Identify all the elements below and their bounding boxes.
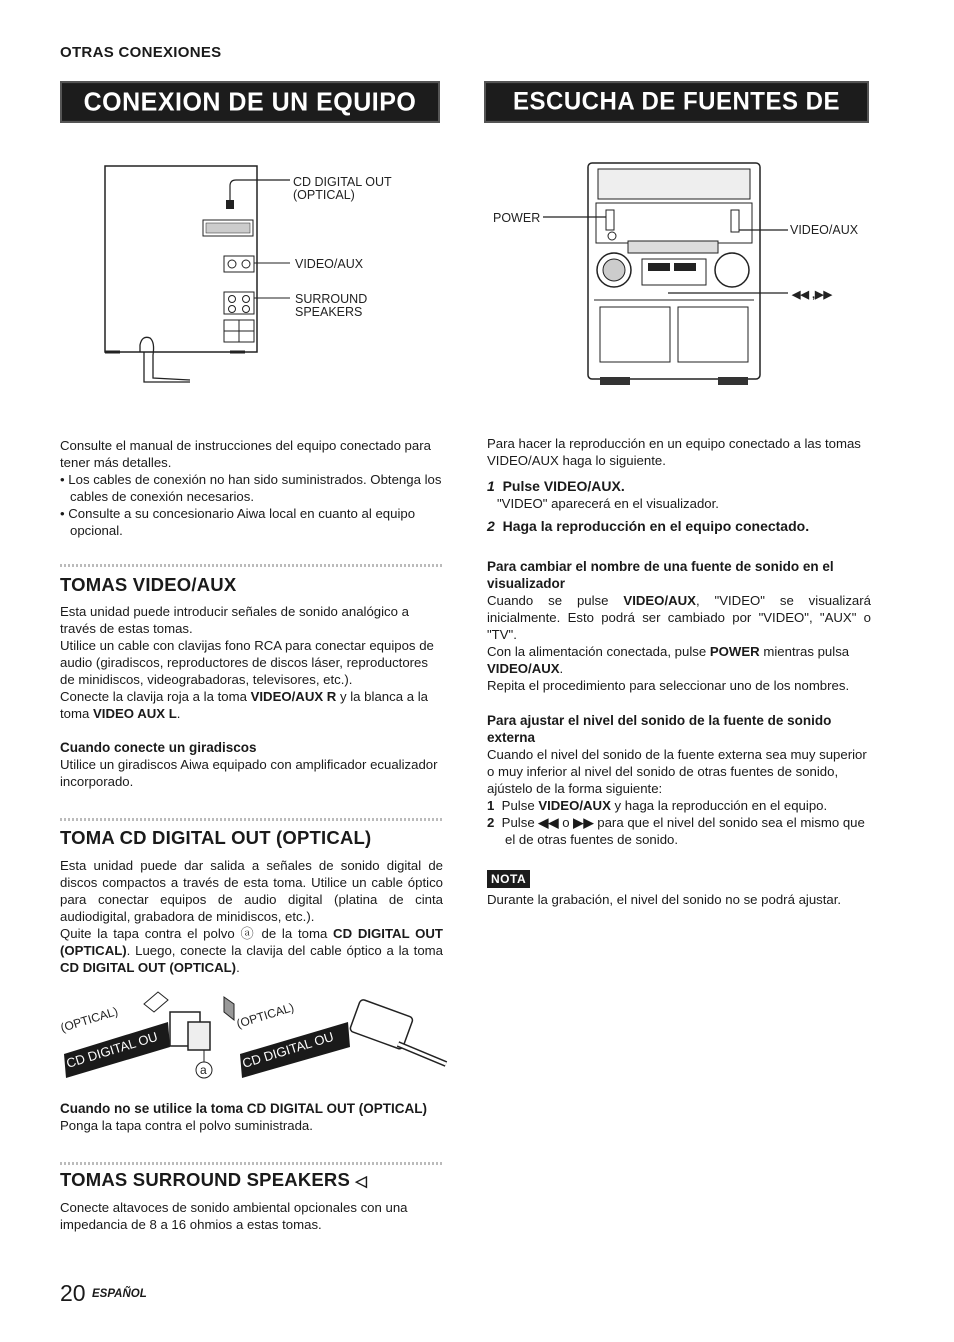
heading-giradiscos: Cuando conecte un giradiscos bbox=[60, 740, 257, 755]
intro-text: Consulte el manual de instrucciones del equipo conectado para tener más detalles. bbox=[60, 438, 431, 470]
step-2-title: 2 Haga la reproducción en el equipo conectado. bbox=[487, 518, 810, 534]
banner-left-title: CONEXION DE UN EQUIPO OPCIONAL bbox=[60, 81, 440, 123]
fig-label-a: a bbox=[200, 1063, 207, 1077]
label-optical: (OPTICAL) bbox=[293, 188, 355, 202]
label-video-aux: VIDEO/AUX bbox=[295, 257, 364, 271]
section-label: OTRAS CONEXIONES bbox=[60, 44, 222, 61]
front-panel-diagram bbox=[488, 155, 868, 395]
fig-cd-digital-label-1: CD DIGITAL OU bbox=[64, 1028, 160, 1071]
optical-connection-illustration bbox=[58, 982, 450, 1092]
heading-level: Para ajustar el nivel del sonido de la fuente de sonido externa bbox=[487, 713, 832, 745]
bullet-cables: • Los cables de conexión no han sido suministrados. Obtenga los cables de conexión necesarios. bbox=[60, 472, 442, 504]
heading-cd-digital-out: TOMA CD DIGITAL OUT (OPTICAL) bbox=[60, 827, 372, 848]
heading-no-use: Cuando no se utilice la toma CD DIGITAL OUT (OPTICAL) bbox=[60, 1101, 428, 1116]
label-surround: SURROUND bbox=[295, 292, 368, 306]
heading-rename: Para cambiar el nombre de una fuente de sonido en el visualizador bbox=[487, 559, 834, 591]
right-intro: Para hacer la reproducción en un equipo conectado a las tomas VIDEO/AUX haga lo siguiente. bbox=[487, 436, 861, 468]
step-1-text: "VIDEO" aparecerá en el visualizador. bbox=[497, 496, 719, 511]
cd-p2: Quite la tapa contra el polvo ⓐ de la toma CD DIGITAL OUT (OPTICAL). Luego, conecte la clavija del cable óptico a la toma CD DIGITAL OUT (OPTICAL). bbox=[60, 926, 443, 975]
rear-panel-diagram bbox=[100, 160, 400, 390]
level-p1: Cuando el nivel del sonido de la fuente externa sea muy superior o muy inferior al nivel del sonido de otras fuentes de sonido, ajústelo de la forma siguiente: bbox=[487, 747, 867, 796]
speaker-icon: ◁ bbox=[355, 1173, 368, 1190]
label-video-aux-front: VIDEO/AUX bbox=[790, 223, 859, 237]
fig-optical-label-1: (OPTICAL) bbox=[58, 1004, 120, 1035]
fig-optical-label-2: (OPTICAL) bbox=[234, 1000, 296, 1031]
video-aux-p3: Conecte la clavija roja a la toma VIDEO/AUX R y la blanca a la toma VIDEO AUX L. bbox=[60, 689, 428, 721]
nota-text: Durante la grabación, el nivel del sonido no se podrá ajustar. bbox=[487, 892, 842, 907]
divider bbox=[60, 818, 443, 821]
rename-p3: Repita el procedimiento para seleccionar uno de los nombres. bbox=[487, 678, 850, 693]
bullet-dealer: • Consulte a su concesionario Aiwa local en cuanto al equipo opcional. bbox=[60, 506, 416, 538]
label-speakers: SPEAKERS bbox=[295, 305, 363, 319]
page-number: 20 bbox=[60, 1280, 86, 1306]
video-aux-p2: Utilice un cable con clavijas fono RCA para conectar equipos de audio (giradiscos, reproductores de discos láser, reproductores de minidiscos, videograbadoras, televisores, etc.). bbox=[60, 638, 434, 687]
divider bbox=[60, 1162, 443, 1165]
heading-video-aux: TOMAS VIDEO/AUX bbox=[60, 574, 237, 595]
rename-p1: Cuando se pulse VIDEO/AUX, "VIDEO" se visualizará inicialmente. Esto podrá ser cambiado por "VIDEO", "AUX" o "TV". bbox=[487, 593, 871, 642]
banner-right-title: ESCUCHA DE FUENTES DE SONIDO EXTERNAS bbox=[484, 81, 869, 123]
level-step-2: 2 Pulse ◀◀ o ▶▶ para que el nivel del sonido sea el mismo que el de otras fuentes de sonido. bbox=[487, 815, 865, 847]
label-power: POWER bbox=[493, 211, 541, 225]
heading-surround-speakers: TOMAS SURROUND SPEAKERS ◁ bbox=[60, 1169, 368, 1190]
giradiscos-text: Utilice un giradiscos Aiwa equipado con amplificador ecualizador incorporado. bbox=[60, 757, 438, 789]
rename-p2: Con la alimentación conectada, pulse POWER mientras pulsa VIDEO/AUX. bbox=[487, 644, 850, 676]
nota-badge: NOTA bbox=[487, 870, 530, 888]
step-1-title: 1 Pulse VIDEO/AUX. bbox=[487, 478, 625, 494]
level-step-1: 1 Pulse VIDEO/AUX y haga la reproducción en el equipo. bbox=[487, 798, 828, 813]
no-use-text: Ponga la tapa contra el polvo suministrada. bbox=[60, 1118, 313, 1133]
label-cd-digital-out: CD DIGITAL OUT bbox=[293, 175, 392, 189]
footer-language: ESPAÑOL bbox=[92, 1288, 147, 1300]
divider bbox=[60, 564, 443, 567]
surround-text: Conecte altavoces de sonido ambiental opcionales con una impedancia de 8 a 16 ohmios a estas tomas. bbox=[60, 1200, 408, 1232]
cd-p1: Esta unidad puede dar salida a señales de sonido digital de discos compactos a través de esta toma. Utilice un cable óptico para conectar equipos de audio digital (platina de cinta audiodigital, grabadora de minidiscos, etc.). bbox=[60, 858, 443, 924]
fig-cd-digital-label-2: CD DIGITAL OU bbox=[240, 1028, 336, 1071]
video-aux-p1: Esta unidad puede introducir señales de sonido analógico a través de estas tomas. bbox=[60, 604, 409, 636]
label-skip-buttons: ◀◀ ,▶▶ bbox=[792, 289, 832, 301]
